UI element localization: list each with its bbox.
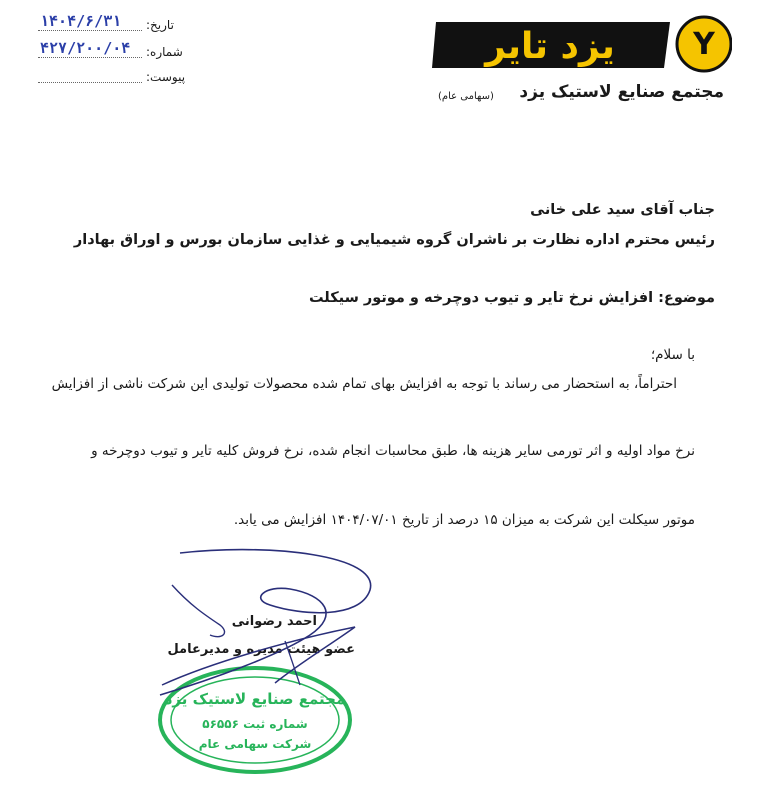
subject-label: موضوع: (658, 290, 715, 306)
attachment-label: پیوست: (146, 70, 186, 84)
stamp-ring-text: مجتمع صنایع لاستیک یزد (164, 690, 346, 708)
signatory-name: احمد رضوانی (231, 614, 317, 629)
logo-wordmark: یزد تایر (485, 26, 615, 67)
recipient-name: جناب آقای سید علی خانی (530, 202, 715, 218)
handwritten-signature (150, 545, 390, 705)
company-type: (سهامی عام) (438, 91, 494, 102)
date-label: تاریخ: (146, 18, 174, 32)
attachment-dotted-line (38, 70, 142, 83)
signatory-title: عضو هیئت مدیره و مدیرعامل (167, 642, 355, 657)
paragraph-line-3: موتور سیکلت این شرکت به میزان ۱۵ درصد از تاریخ ۱۴۰۴/۰۷/۰۱ افزایش می یابد. (233, 512, 695, 528)
paragraph-line-2: نرخ مواد اولیه و اثر تورمی سایر هزینه ها، طبق محاسبات انجام شده، نرخ فروش کلیه تایر و تیوب دوچرخه و (91, 443, 695, 459)
subject-text: افزایش نرخ تایر و تیوب دوچرخه و موتور سیکلت (308, 290, 654, 306)
date-value: ۱۴۰۴/۶/۳۱ (40, 12, 122, 30)
stamp-type-line: شرکت سهامی عام (198, 737, 312, 751)
paragraph-line-1: احتراماً، به استحضار می رساند با توجه به افزایش بهای تمام شده محصولات تولیدی این شرکت ناشی از افزایش (51, 376, 677, 392)
subject-line (309, 290, 715, 306)
logo-badge-icon: Y (693, 27, 715, 62)
greeting: با سلام؛ (650, 347, 695, 363)
recipient-title: رئیس محترم اداره نظارت بر ناشران گروه شیمیایی و غذایی سازمان بورس و اوراق بهادار (73, 232, 715, 248)
company-name: مجتمع صنایع لاستیک یزد (519, 82, 724, 102)
number-value: ۴۲۷/۲۰۰/۰۴ (40, 39, 131, 57)
number-label: شماره: (146, 45, 183, 59)
logo-graphic (432, 14, 732, 74)
company-logo (432, 14, 732, 74)
stamp-reg-line: شماره ثبت ۵۶۵۵۶ (202, 717, 308, 731)
